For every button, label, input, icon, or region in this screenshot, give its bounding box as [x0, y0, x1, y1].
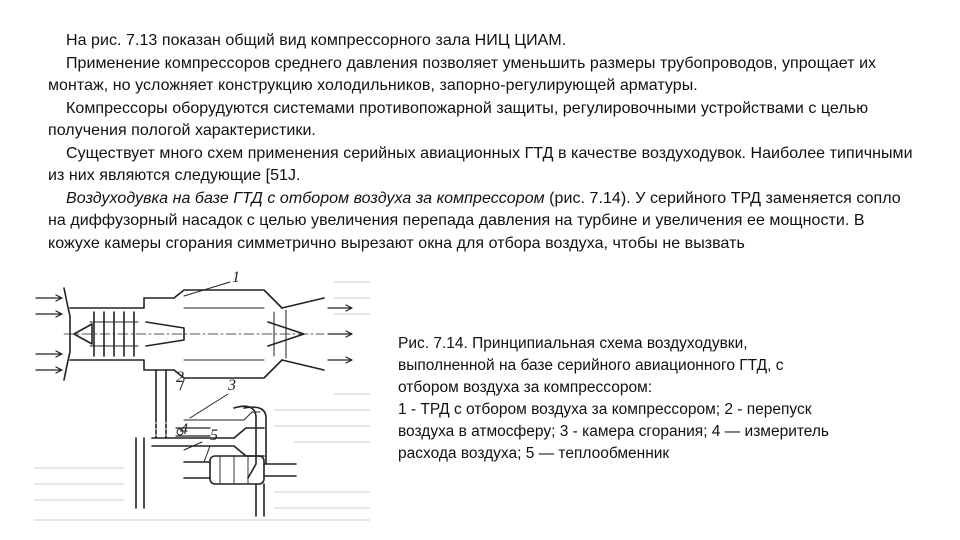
figure-caption — [398, 333, 838, 465]
paragraph-5-italic: Воздуходувка на базе ГТД с отбором воздуха за компрессором — [66, 189, 545, 207]
figure-label-4: 4 — [180, 421, 188, 438]
body-text — [48, 30, 916, 255]
caption-legend: 1 - ТРД с отбором воздуха за компрессором; 2 - перепуск воздуха в атмосферу; 3 - камера сгорания; 4 — измеритель расхода воздуха; 5 — теплообменник — [398, 401, 830, 462]
figure-label-5: 5 — [210, 427, 218, 444]
paragraph-3: Компрессоры оборудуются системами противопожарной защиты, регулировочными устройствами с целью получения пологой характеристики. — [48, 99, 869, 139]
paragraph-1: На рис. 7.13 показан общий вид компрессорного зала НИЦ ЦИАМ. — [66, 32, 567, 49]
blower-schematic-figure — [34, 268, 370, 530]
paragraph-2: Применение компрессоров среднего давления позволяет уменьшить размеры трубопроводов, упрощает их монтаж, но усложняет конструкцию холодильников, запорно-регулирующей арматуры. — [48, 54, 877, 94]
caption-title: Рис. 7.14. Принципиальная схема воздуходувки, выполненной на базе серийного авиационного ГТД, с отбором воздуха за компрессором: — [398, 335, 784, 396]
figure-label-3: 3 — [228, 377, 236, 394]
paragraph-5-rest: (рис. 7.14). У серийного ТРД заменяется сопло на диффузорный насадок с целью увеличения перепада давления на турбине и увеличения ее мощности. В кожухе камеры сгорания симметрично вырезают окна для отбора воздуха, чтобы не вызвать — [48, 189, 901, 252]
figure-label-2: 2 — [176, 369, 184, 386]
figure-label-1: 1 — [232, 269, 240, 286]
paragraph-5 — [48, 188, 916, 256]
paragraph-4: Существует много схем применения серийных авиационных ГТД в качестве воздуходувок. Наиболее типичными из них являются следующие [51J. — [48, 144, 913, 184]
blower-schematic-drawing — [34, 268, 370, 530]
